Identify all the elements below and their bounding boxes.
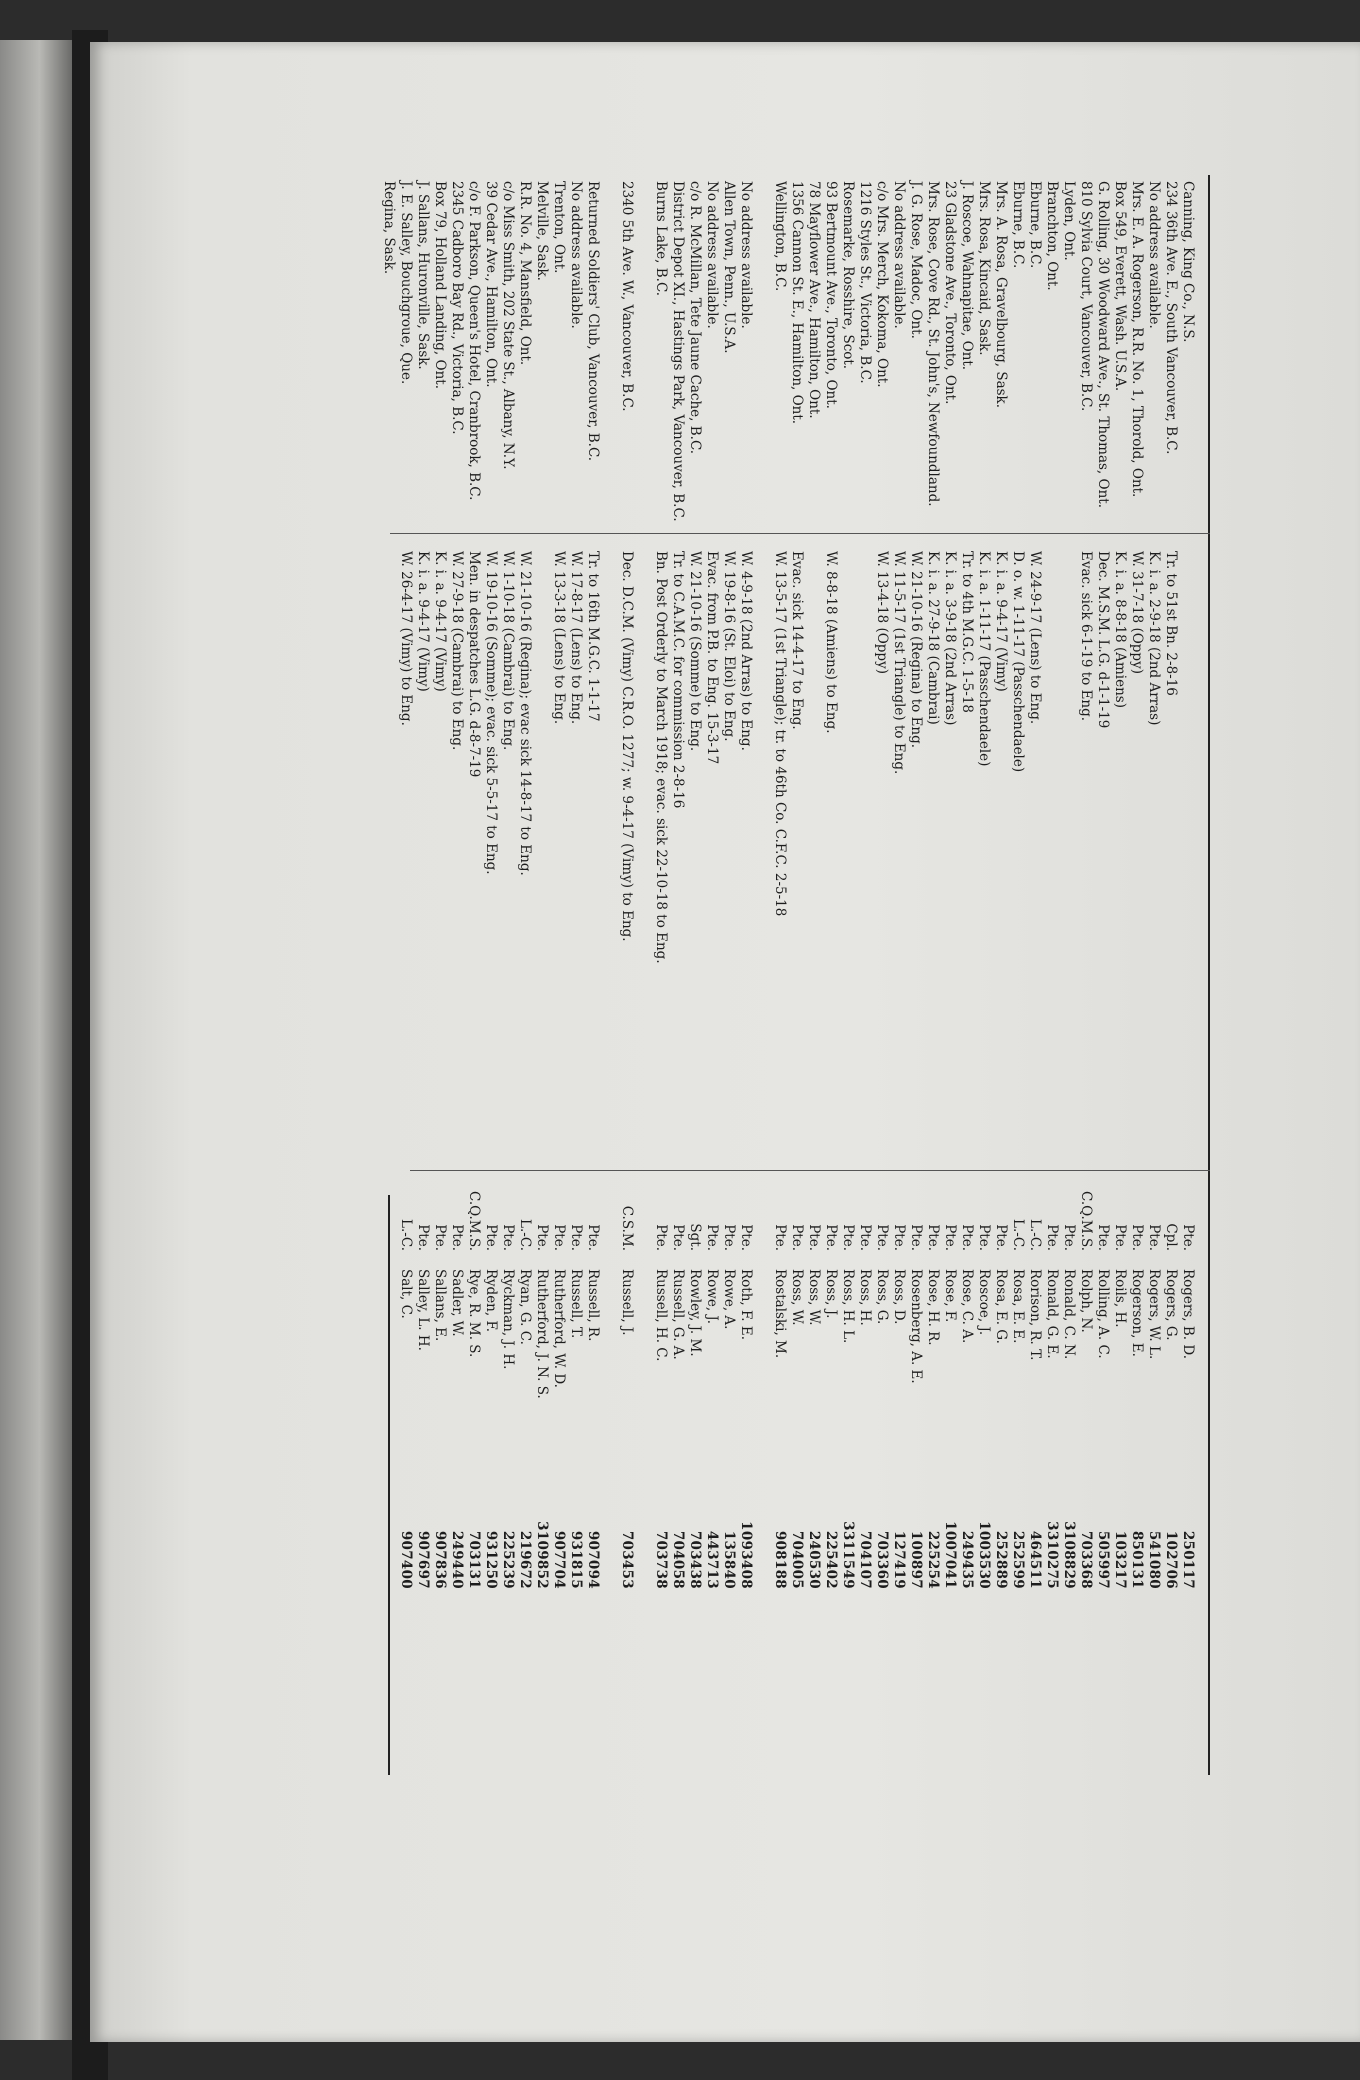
record-cell: W. 1-10-18 (Cambrai) to Eng. [500, 551, 516, 751]
name-cell: Rogers, B. D. [1180, 1269, 1196, 1360]
record-cell: Evac. sick 6-1-19 to Eng. [1078, 551, 1094, 722]
record-cell: D. o. w. 1-11-17 (Passchendaele) [1010, 551, 1026, 773]
record-cell: W. 21-10-16 (Regina); evac sick 14-8-17 to Eng. [517, 551, 533, 876]
table-row [822, 175, 839, 1775]
rank-cell: Pte. [959, 1224, 975, 1251]
rank-cell: Pte. [857, 1224, 873, 1251]
table-row [1179, 175, 1196, 1775]
address-cell: J. E. Salley, Bouchgroue, Que. [398, 181, 414, 385]
name-cell: Russell, J. [619, 1269, 635, 1336]
table-row [720, 175, 737, 1775]
record-cell: K. i. a. 3-9-18 (2nd Arras) [942, 551, 958, 726]
address-cell: 78 Mayflower Ave., Hamilton, Ont. [806, 181, 822, 419]
regimental-number-cell: 1093408 [738, 1521, 754, 1589]
table-row [567, 175, 584, 1775]
name-cell: Ross, D. [891, 1269, 907, 1325]
record-cell: W. 13-3-18 (Lens) to Eng. [551, 551, 567, 725]
address-cell: J. G. Rose, Madoc, Ont. [908, 181, 924, 339]
regimental-number-cell: 103217 [1112, 1530, 1128, 1589]
address-cell: No address available. [1146, 181, 1162, 329]
rank-cell: C.Q.M.S. [466, 1191, 482, 1251]
rank-cell: Pte. [483, 1224, 499, 1251]
record-cell: K. i. a. 9-4-17 (Vimy) [415, 551, 431, 692]
address-cell: No address available. [738, 181, 754, 329]
record-cell: Bn. Post Orderly to March 1918; evac. sick 22-10-18 to Eng. [653, 551, 669, 964]
record-cell: Tr. to C.A.M.C. for commission 2-8-16 [670, 551, 686, 809]
record-cell: Dec. D.C.M. (Vimy) C.R.O. 1277; w. 9-4-17 (Vimy) to Eng. [619, 551, 635, 942]
name-cell: Rosa, E. E. [1010, 1269, 1026, 1344]
regimental-number-cell: 931815 [568, 1530, 584, 1589]
rank-cell: Pte. [942, 1224, 958, 1251]
regimental-number-cell: 250117 [1180, 1530, 1196, 1589]
name-cell: Ross, G. [874, 1269, 890, 1325]
name-cell: Russell, G. A. [670, 1269, 686, 1360]
address-cell: Allen Town, Penn., U.S.A. [721, 181, 737, 354]
table-row [788, 175, 805, 1775]
address-cell: Eburne, B.C. [1027, 181, 1043, 269]
record-cell: Tr. to 16th M.G.C. 1-1-17 [585, 551, 601, 722]
regimental-number-cell: 3108829 [1061, 1521, 1077, 1589]
address-cell: R.R. No. 4, Mansfield, Ont. [517, 181, 533, 366]
address-cell: No address available. [568, 181, 584, 329]
rank-cell: Pte. [908, 1224, 924, 1251]
regimental-number-cell: 907400 [398, 1530, 414, 1589]
regimental-number-cell: 240530 [806, 1530, 822, 1589]
record-cell: W. 4-9-18 (2nd Arras) to Eng. [738, 551, 754, 751]
rank-cell: Pte. [1061, 1224, 1077, 1251]
table-row [737, 175, 754, 1775]
name-cell: Ross, W. [789, 1269, 805, 1326]
address-cell: Branchton, Ont. [1044, 181, 1060, 291]
table-row [533, 175, 550, 1775]
rank-cell: Pte. [840, 1224, 856, 1251]
table-row [958, 175, 975, 1775]
address-cell: 93 Bertmount Ave., Toronto, Ont. [823, 181, 839, 409]
regimental-number-cell: 249435 [959, 1530, 975, 1589]
rank-cell: Pte. [976, 1224, 992, 1251]
name-cell: Russell, R. [585, 1269, 601, 1342]
rank-cell: Pte. [585, 1224, 601, 1251]
record-cell: K. i. a. 9-4-17 (Vimy) [993, 551, 1009, 692]
name-cell: Rolph, N. [1078, 1269, 1094, 1333]
name-cell: Russell, T. [568, 1269, 584, 1339]
name-cell: Salt, C. [398, 1269, 414, 1319]
address-cell: 39 Cedar Ave., Hamilton, Ont. [483, 181, 499, 388]
name-cell: Rose, H. R. [925, 1269, 941, 1346]
address-cell: Wellington, B.C. [772, 181, 788, 292]
record-cell: Tr. to 4th M.G.C. 1-5-18 [959, 551, 975, 714]
rank-cell: Pte. [789, 1224, 805, 1251]
name-cell: Rogers, W. L. [1146, 1269, 1162, 1360]
address-cell: c/o Mrs. Merch, Kokoma, Ont. [874, 181, 890, 388]
table-row [703, 175, 720, 1775]
regimental-number-cell: 907094 [585, 1530, 601, 1589]
record-cell: W. 8-8-18 (Amiens) to Eng. [823, 551, 839, 734]
record-cell: W. 27-9-18 (Cambrai) to Eng. [449, 551, 465, 751]
table-row [975, 175, 992, 1775]
regimental-number-cell: 505997 [1095, 1530, 1111, 1589]
rank-cell: Sgt. [687, 1223, 703, 1251]
rank-cell: Pte. [993, 1224, 1009, 1251]
rank-cell: L.-C. [398, 1219, 414, 1251]
rank-cell: Pte. [823, 1224, 839, 1251]
address-cell: c/o R. McMillan, Tete Jaune Cache, B.C. [687, 181, 703, 455]
regimental-number-cell: 252889 [993, 1530, 1009, 1589]
rank-cell: Cpl. [1163, 1223, 1179, 1251]
address-cell: J. Roscoe, Wahnapitae, Ont. [959, 181, 975, 371]
regimental-number-cell: 703360 [874, 1530, 890, 1589]
table-row [907, 175, 924, 1775]
rotated-page-content [210, 175, 1210, 1775]
regimental-number-cell: 541080 [1146, 1530, 1162, 1589]
regimental-number-cell: 1007041 [942, 1521, 958, 1589]
rank-cell: Pte. [534, 1224, 550, 1251]
record-cell: W. 31-7-18 (Oppy) [1129, 551, 1145, 674]
name-cell: Roscoe, J. [976, 1269, 992, 1336]
table-row [873, 175, 890, 1775]
address-cell: 810 Sylvia Court, Vancouver, B.C. [1078, 181, 1094, 412]
address-cell: c/o Miss Smith, 202 State St., Albany, N.Y. [500, 181, 516, 470]
record-cell: W. 24-9-17 (Lens) to Eng. [1027, 551, 1043, 725]
address-cell: Lyden, Ont. [1061, 181, 1077, 261]
regimental-number-cell: 102706 [1163, 1530, 1179, 1589]
record-cell: W. 13-5-17 (1st Triangle); tr. to 46th Co. C.F.C. 2-5-18 [772, 551, 788, 917]
bottom-rule [388, 1195, 390, 1775]
rank-cell: Pte. [721, 1224, 737, 1251]
address-cell: Returned Soldiers' Club, Vancouver, B.C. [585, 181, 601, 462]
table-row [1009, 175, 1026, 1775]
regimental-number-cell: 1003530 [976, 1521, 992, 1589]
rank-cell: Pte. [1129, 1224, 1145, 1251]
name-cell: Rutherford, W. D. [551, 1269, 567, 1388]
regimental-number-cell: 907836 [432, 1530, 448, 1589]
table-row [924, 175, 941, 1775]
table-row [771, 175, 788, 1775]
rank-cell: Pte. [415, 1224, 431, 1251]
regimental-number-cell: 703738 [653, 1530, 669, 1589]
record-cell: W. 19-10-16 (Somme); evac. sick 5-5-17 to Eng. [483, 551, 499, 875]
name-cell: Ross, J. [823, 1269, 839, 1319]
record-cell: W. 21-10-16 (Regina) to Eng. [908, 551, 924, 749]
record-cell: W. 26-4-17 (Vimy) to Eng. [398, 551, 414, 726]
table-row [550, 175, 567, 1775]
address-cell: Mrs. A. Rosa, Gravelbourg, Sask. [993, 181, 1009, 409]
regimental-number-cell: 3310275 [1044, 1521, 1060, 1589]
name-cell: Roth, F. E. [738, 1269, 754, 1340]
regimental-number-cell: 225254 [925, 1530, 941, 1589]
table-row [941, 175, 958, 1775]
table-row [1162, 175, 1179, 1775]
address-cell: No address available. [891, 181, 907, 329]
name-cell: Rowley, J. M. [687, 1269, 703, 1357]
name-cell: Ross, H. L. [840, 1269, 856, 1344]
address-cell: Box 79, Holland Landing, Ont. [432, 181, 448, 389]
rank-cell: Pte. [551, 1224, 567, 1251]
name-cell: Rostalski, M. [772, 1269, 788, 1359]
record-cell: Dec. M.S.M. L.G. d-1-1-19 [1095, 551, 1111, 729]
name-cell: Rose, C. A. [959, 1269, 975, 1344]
record-cell: K. i. a. 27-9-18 (Cambrai) [925, 551, 941, 725]
name-cell: Ross, H. [857, 1269, 873, 1326]
record-cell: W. 17-8-17 (Lens) to Eng. [568, 551, 584, 725]
rank-cell: Pte. [653, 1224, 669, 1251]
regimental-number-cell: 850131 [1129, 1530, 1145, 1589]
regimental-number-cell: 464511 [1027, 1530, 1043, 1589]
regimental-number-cell: 908188 [772, 1530, 788, 1589]
rank-cell: Pte. [738, 1224, 754, 1251]
address-cell: Burns Lake, B.C. [653, 181, 669, 297]
rank-cell: L.-C. [1010, 1219, 1026, 1251]
name-cell: Ronald, C. N. [1061, 1269, 1077, 1360]
record-cell: W. 21-10-16 (Somme) to Eng. [687, 551, 703, 752]
rank-cell: Pte. [806, 1224, 822, 1251]
address-cell: Mrs. Rosa, Kincaid, Sask. [976, 181, 992, 356]
rank-cell: C.Q.M.S. [1078, 1191, 1094, 1251]
record-cell: K. i. a. 9-4-17 (Vimy) [432, 551, 448, 692]
name-cell: Ryckman, J. H. [500, 1269, 516, 1370]
address-cell: 234 36th Ave. E., South Vancouver, B.C. [1163, 181, 1179, 455]
regimental-number-cell: 931250 [483, 1530, 499, 1589]
regimental-number-cell: 100897 [908, 1530, 924, 1589]
address-cell: 2345 Cadboro Bay Rd., Victoria, B.C. [449, 181, 465, 435]
record-cell: K. i. a. 1-11-17 (Passchendaele) [976, 551, 992, 767]
name-cell: Rowe, A. [721, 1269, 737, 1330]
address-cell: J. Sallans, Huronville, Sask. [415, 181, 431, 370]
record-cell: K. i. a. 2-9-18 (2nd Arras) [1146, 551, 1162, 726]
table-row [1026, 175, 1043, 1775]
address-cell: Mrs. Rose, Cove Rd., St. John's, Newfoundland. [925, 181, 941, 507]
record-cell: Men. in despatches L.G. d-8-7-19 [466, 551, 482, 778]
regimental-number-cell: 704107 [857, 1530, 873, 1589]
table-row [414, 175, 431, 1775]
regimental-number-cell: 703453 [619, 1530, 635, 1589]
rank-cell: Pte. [500, 1224, 516, 1251]
table-row [584, 175, 601, 1775]
table-row [652, 175, 669, 1775]
regimental-number-cell: 3109852 [534, 1521, 550, 1589]
rank-cell: Pte. [772, 1224, 788, 1251]
name-cell: Rowe, J. [704, 1269, 720, 1325]
regimental-number-cell: 3311549 [840, 1521, 856, 1589]
address-cell: G. Rolling, 30 Woodward Ave., St. Thomas, Ont. [1095, 181, 1111, 508]
rank-cell: Pte. [670, 1224, 686, 1251]
table-row [686, 175, 703, 1775]
nominal-roll-table [380, 175, 1196, 1775]
rank-cell: Pte. [1112, 1224, 1128, 1251]
rank-cell: L.-C. [517, 1219, 533, 1251]
name-cell: Rogers, G. [1163, 1269, 1179, 1341]
record-cell: W. 13-4-18 (Oppy) [874, 551, 890, 674]
name-cell: Rogerson, E. [1129, 1269, 1145, 1357]
regimental-number-cell: 127419 [891, 1530, 907, 1589]
table-row [482, 175, 499, 1775]
rank-cell: Pte. [1095, 1224, 1111, 1251]
regimental-number-cell: 704058 [670, 1530, 686, 1589]
name-cell: Rosenberg, A. E. [908, 1269, 924, 1384]
table-row [1043, 175, 1060, 1775]
rank-cell: Pte. [1146, 1224, 1162, 1251]
table-row [618, 175, 635, 1775]
address-cell: Box 549, Everett, Wash. U.S.A. [1112, 181, 1128, 392]
rank-cell: Pte. [1044, 1224, 1060, 1251]
name-cell: Rolling, A. C. [1095, 1269, 1111, 1359]
record-cell: W. 19-8-16 (St. Eloi) to Eng. [721, 551, 737, 742]
table-row [1060, 175, 1077, 1775]
name-cell: Ross, W. [806, 1269, 822, 1326]
address-cell: Rosemarke, Rosshire, Scot. [840, 181, 856, 370]
address-cell: 1216 Styles St., Victoria, B.C. [857, 181, 873, 384]
table-row [516, 175, 533, 1775]
table-row [465, 175, 482, 1775]
address-cell: Canning, King Co., N.S. [1180, 181, 1196, 343]
table-row [1077, 175, 1094, 1775]
table-row [669, 175, 686, 1775]
name-cell: Roils, H. [1112, 1269, 1128, 1328]
table-row [890, 175, 907, 1775]
address-cell: 2340 5th Ave. W., Vancouver, B.C. [619, 181, 635, 412]
address-cell: c/o F. Parkson, Queen's Hotel, Cranbrook, B.C. [466, 181, 482, 501]
name-cell: Ronald, G. E. [1044, 1269, 1060, 1359]
name-cell: Rose, F. [942, 1269, 958, 1323]
regimental-number-cell: 443713 [704, 1530, 720, 1589]
name-cell: Rutherford, J. N. S. [534, 1269, 550, 1399]
regimental-number-cell: 703131 [466, 1530, 482, 1589]
name-cell: Russell, H. C. [653, 1269, 669, 1362]
regimental-number-cell: 907697 [415, 1530, 431, 1589]
rank-cell: Pte. [568, 1224, 584, 1251]
address-cell: Regina, Sask. [381, 181, 397, 275]
regimental-number-cell: 703368 [1078, 1530, 1094, 1589]
regimental-number-cell: 907704 [551, 1530, 567, 1589]
rank-cell: L.-C. [1027, 1219, 1043, 1251]
table-row [1094, 175, 1111, 1775]
regimental-number-cell: 225402 [823, 1530, 839, 1589]
rank-cell: Pte. [704, 1224, 720, 1251]
table-row [499, 175, 516, 1775]
regimental-number-cell: 704005 [789, 1530, 805, 1589]
previous-page-edge [0, 40, 72, 2040]
regimental-number-cell: 135840 [721, 1530, 737, 1589]
record-cell: Tr. to 51st Bn. 2-8-16 [1163, 551, 1179, 696]
regimental-number-cell: 703438 [687, 1530, 703, 1589]
name-cell: Sallans, E. [432, 1269, 448, 1342]
rank-cell: Pte. [874, 1224, 890, 1251]
table-row [1111, 175, 1128, 1775]
table-row [448, 175, 465, 1775]
address-cell: Eburne, B.C. [1010, 181, 1026, 269]
table-row [805, 175, 822, 1775]
address-cell: Melville, Sask. [534, 181, 550, 281]
rank-cell: Pte. [1180, 1224, 1196, 1251]
name-cell: Ryden, F. [483, 1269, 499, 1333]
address-cell: Mrs. E. A. Rogerson, R.R. No. 1, Thorold, Ont. [1129, 181, 1145, 498]
top-rule [1208, 175, 1210, 1775]
address-cell: Trenton, Ont. [551, 181, 567, 274]
name-cell: Rorison, R. T. [1027, 1269, 1043, 1361]
rank-cell: Pte. [449, 1224, 465, 1251]
record-cell: Evac. from P.B. to Eng. 15-3-17 [704, 551, 720, 765]
regimental-number-cell: 225239 [500, 1530, 516, 1589]
table-row [856, 175, 873, 1775]
name-cell: Sadler, W. [449, 1269, 465, 1337]
record-cell: Evac. sick 14-4-17 to Eng. [789, 551, 805, 730]
regimental-number-cell: 249440 [449, 1530, 465, 1589]
table-row [1128, 175, 1145, 1775]
address-cell: 23 Gladstone Ave., Toronto, Ont. [942, 181, 958, 405]
table-row [431, 175, 448, 1775]
rank-cell: Pte. [891, 1224, 907, 1251]
record-cell: W. 11-5-17 (1st Triangle) to Eng. [891, 551, 907, 775]
address-cell: No address available. [704, 181, 720, 329]
table-row [1145, 175, 1162, 1775]
address-cell: 1356 Cannon St. E., Hamilton, Ont. [789, 181, 805, 425]
name-cell: Salley, L. H. [415, 1269, 431, 1351]
address-cell: District Depot XI., Hastings Park, Vancouver, B.C. [670, 181, 686, 522]
name-cell: Rosa, E. G. [993, 1269, 1009, 1344]
regimental-number-cell: 252599 [1010, 1530, 1026, 1589]
record-cell: K. i. a. 8-8-18 (Amiens) [1112, 551, 1128, 708]
rank-cell: C.S.M. [619, 1205, 635, 1251]
table-row [992, 175, 1009, 1775]
name-cell: Rye, R. M. S. [466, 1269, 482, 1358]
table-row [839, 175, 856, 1775]
rank-cell: Pte. [925, 1224, 941, 1251]
regimental-number-cell: 219672 [517, 1530, 533, 1589]
table-row [397, 175, 414, 1775]
rank-cell: Pte. [432, 1224, 448, 1251]
name-cell: Ryan, G. C. [517, 1269, 533, 1345]
